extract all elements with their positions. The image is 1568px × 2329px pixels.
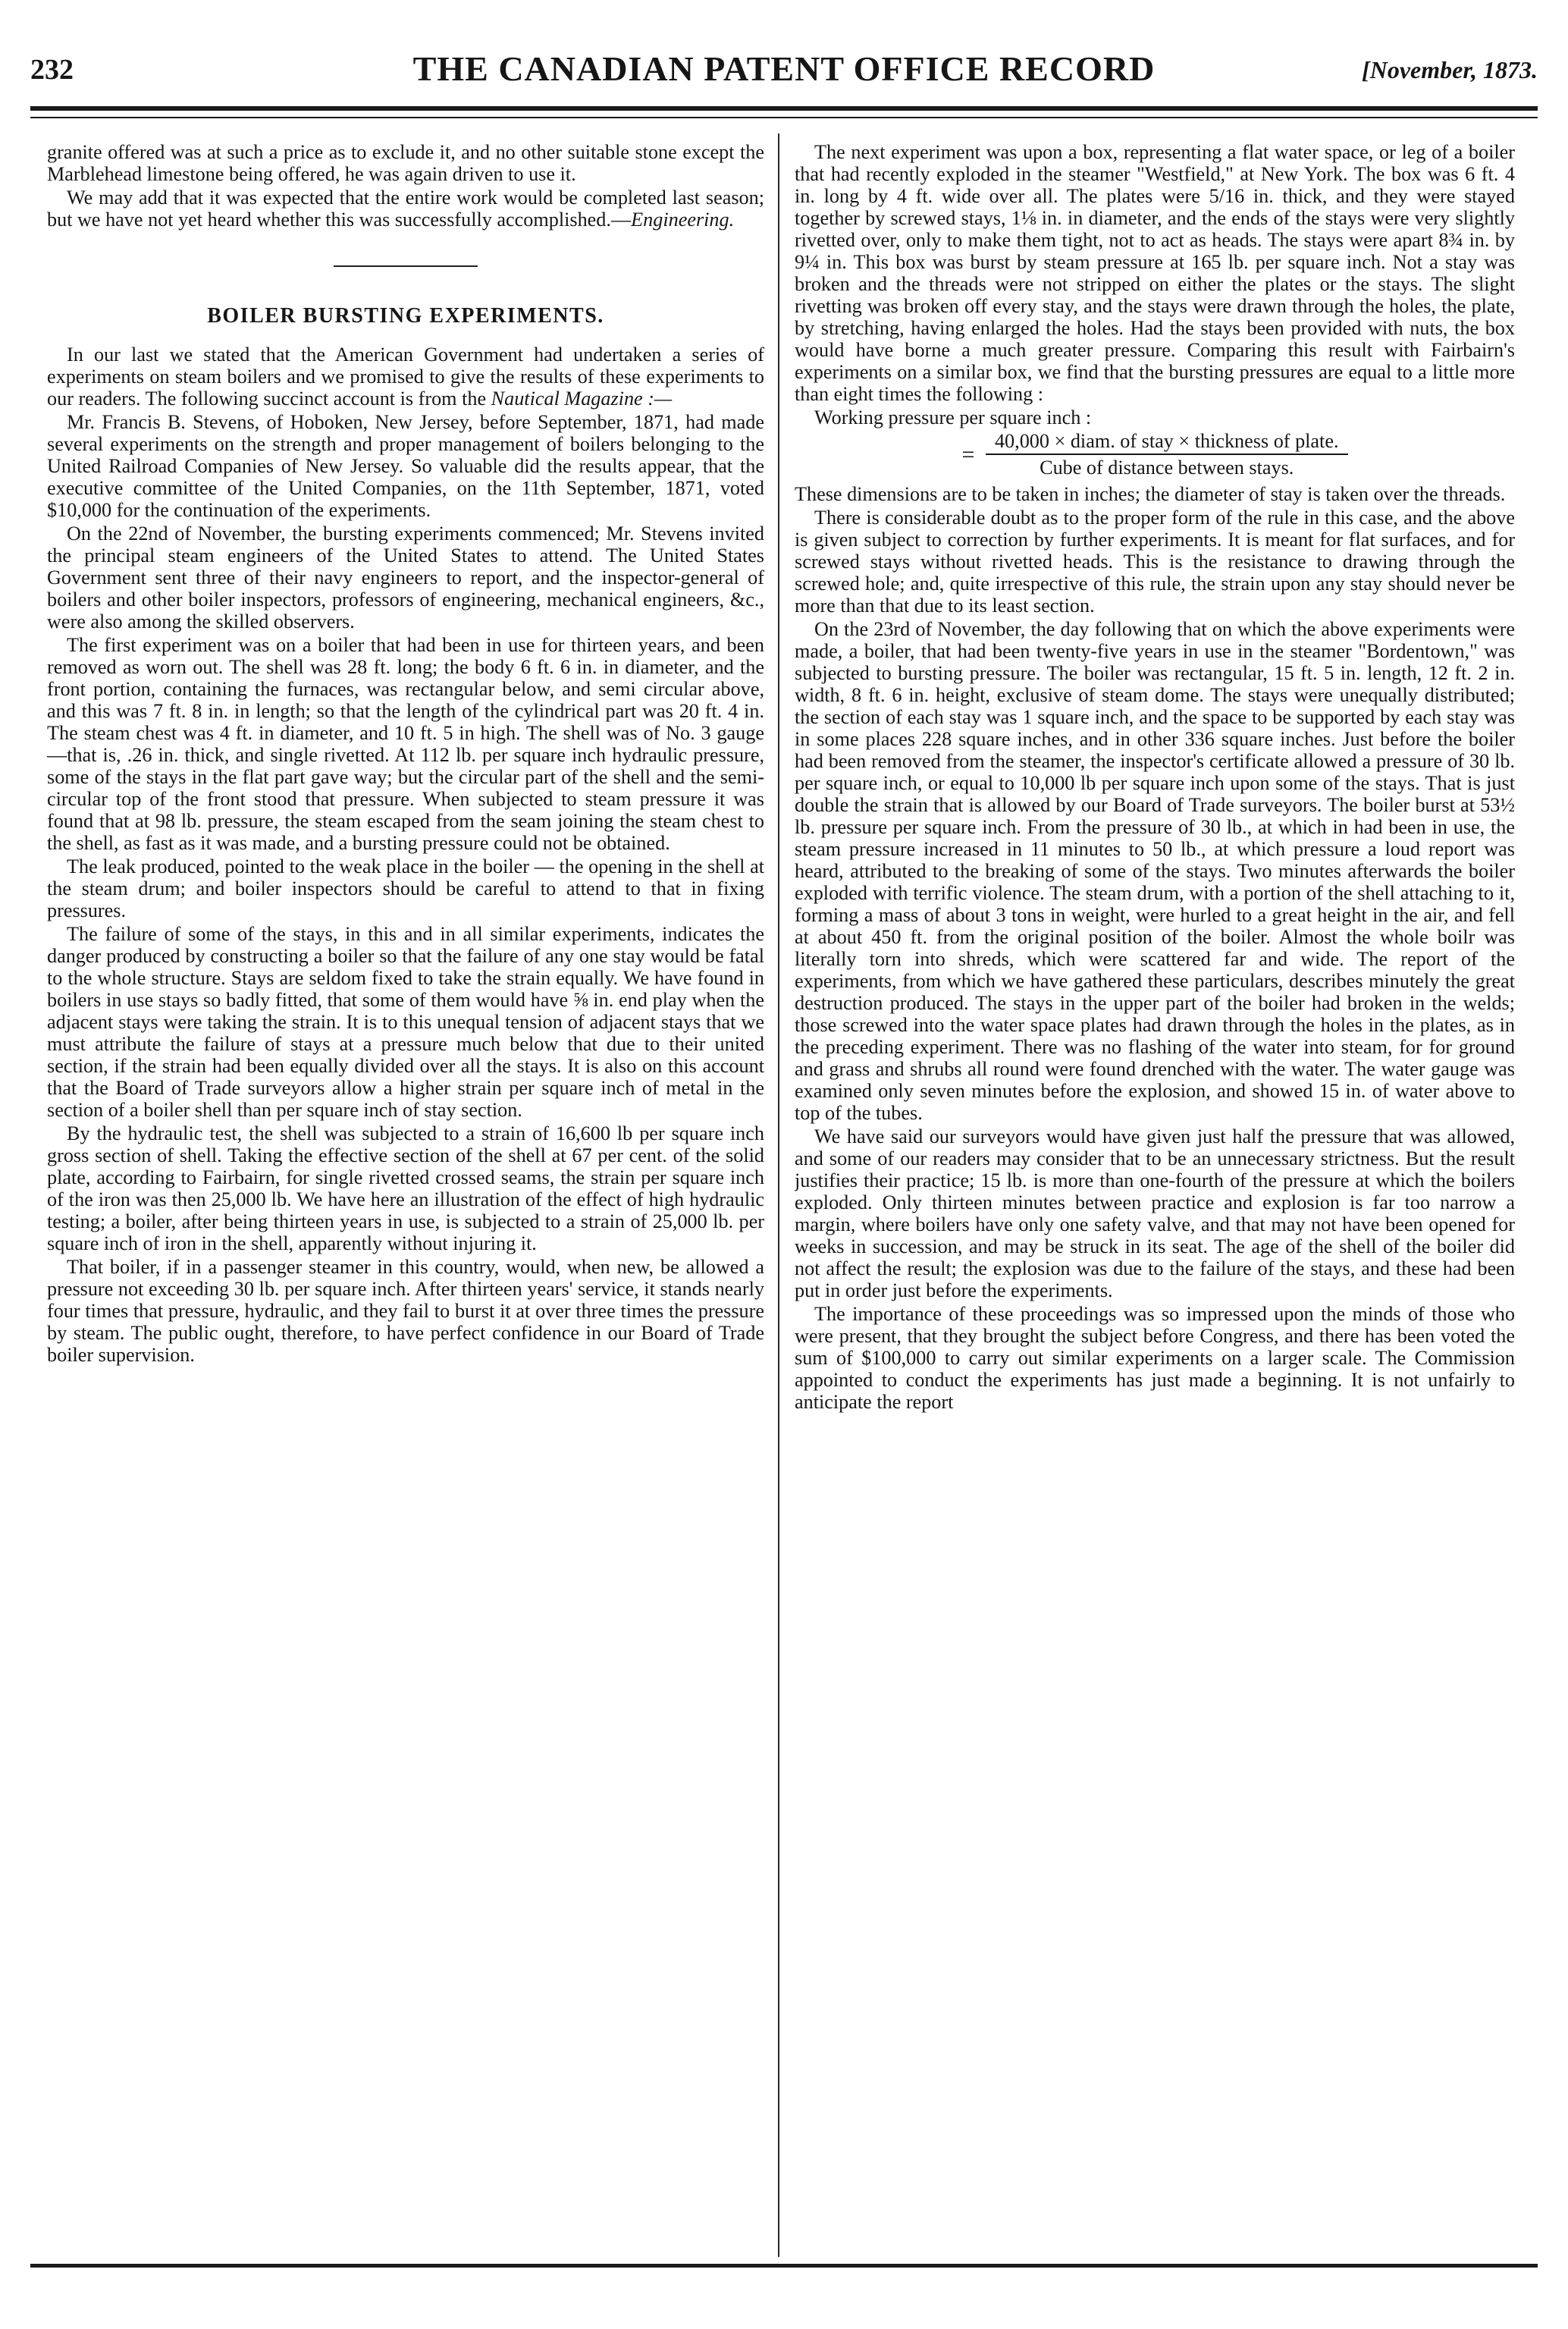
article-paragraph: Mr. Francis B. Stevens, of Hoboken, New Jersey, before September, 1871, had made several experiments on the strength and proper management of boilers belonging to the United Railroad Companies of New Jersey. So valuable did the results appear, that the executive committee of the United Companies, on the 11th September, 1871, voted $10,000 for the continuation of the experiments. bbox=[47, 411, 764, 521]
article-paragraph: On the 22nd of November, the bursting experiments commenced; Mr. Stevens invited the principal steam engineers of the United States to attend. The United States Government sent three of their navy engineers to report, and the inspector-general of boilers and other boiler inspectors, professors of engineering, mechanical engineers, &c., were also among the skilled observers. bbox=[47, 523, 764, 632]
article-paragraph: That boiler, if in a passenger steamer in this country, would, when new, be allowed a pressure not exceeding 30 lb. per square inch. After thirteen years' service, it stands nearly four times that pressure, hydraulic, and they fail to burst it at over three times the pressure by steam. The public ought, therefore, to have perfect confidence in our Board of Trade boiler supervision. bbox=[47, 1256, 764, 1366]
article-paragraph: On the 23rd of November, the day following that on which the above experiments were made, a boiler, that had been twenty-five years in use in the steamer "Bordentown," was subjected to bursting pressure. The boiler was rectangular, 15 ft. 5 in. length, 12 ft. 2 in. width, 8 ft. 6 in. height, exclusive of steam dome. The stays were unequally distributed; the section of each stay was 1 square inch, and the space to be supported by each stay was in some places 228 square inches, and in other 336 square inches. Just before the boiler had been removed from the steamer, the inspector's certificate allowed a pressure of 30 lb. per square inch, or equal to 10,000 lb per square inch upon some of the stays. That is just double the strain that is allowed by our Board of Trade surveyors. The boiler burst at 53½ lb. pressure per square inch. From the pressure of 30 lb., at which in had been in use, the steam pressure increased in 11 minutes to 50 lb., at which pressure a loud report was heard, attributed to the breaking of some of the stays. Two minutes afterwards the boiler exploded with terrific violence. The steam drum, with a portion of the shell attaching to it, forming a mass of about 3 tons in weight, were hurled to a great height in the air, and fell at about 450 ft. from the original position of the boiler. Almost the whole boilr was literally torn into shreds, which were scattered far and wide. The report of the experiments, from which we have gathered these particulars, describes minutely the great destruction produced. The stays in the upper part of the boiler had broken in the welds; those screwed into the water space plates had drawn through the holes in the plates, as in the preceding experiment. There was no flashing of the water into steam, for for ground and grass and shrubs all round were found drenched with the water. The water gauge was examined only seven minutes before the explosion, and showed 15 in. of water above to top of the tubes. bbox=[795, 618, 1515, 1124]
intro-paragraph bbox=[47, 187, 764, 231]
journal-title: THE CANADIAN PATENT OFFICE RECORD bbox=[412, 49, 1156, 88]
article-paragraph: The importance of these proceedings was so impressed upon the minds of those who were present, that they brought the subject before Congress, and there has been voted the sum of $100,000 to carry out similar experiments on a larger scale. The Commission appointed to conduct the experiments has just made a beginning. It is not unfairly to anticipate the report bbox=[795, 1303, 1515, 1413]
article-lead bbox=[47, 344, 764, 410]
article-paragraph: The first experiment was on a boiler that had been in use for thirteen years, and been removed as worn out. The shell was 28 ft. long; the body 6 ft. 6 in. in diameter, and the front portion, containing the furnaces, was rectangular below, and semi circular above, and this was 7 ft. 8 in. in length; so that the length of the cylindrical part was 20 ft. 4 in. The steam chest was 4 ft. in diameter, and 10 ft. 5 in high. The shell was of No. 3 gauge—that is, .26 in. thick, and single rivetted. At 112 lb. per square inch hydraulic pressure, some of the stays in the flat part gave way; but the circular part of the shell and the semi-circular top of the front stood that pressure. When subjected to steam pressure it was found that at 98 lb. pressure, the steam escaped from the seam joining the steam chest to the shell, as fast as it was made, and a bursting pressure could not be obtained. bbox=[47, 634, 764, 854]
running-head bbox=[30, 49, 1538, 94]
article-paragraph: We have said our surveyors would have given just half the pressure that was allowed, and some of our readers may consider that to be an unnecessary strictness. But the result justifies their practice; 15 lb. is more than one-fourth of the pressure at which the boilers exploded. Only thirteen minutes between practice and explosion is far too narrow a margin, where boilers have only one safety valve, and that may not have been opened for weeks in succession, and may be struck in its seat. The age of the shell of the boiler did not affect the result; the explosion was due to the failure of the stays, and these had been put in order just before the experiments. bbox=[795, 1125, 1515, 1301]
issue-date: [November, 1873. bbox=[1362, 56, 1538, 83]
article-paragraph: The leak produced, pointed to the weak place in the boiler — the opening in the shell at the steam drum; and boiler inspectors should be careful to attend to that in fixing pressures. bbox=[47, 855, 764, 921]
article-paragraph: These dimensions are to be taken in inches; the diameter of stay is taken over the threads. bbox=[795, 483, 1506, 505]
section-heading: BOILER BURSTING EXPERIMENTS. bbox=[207, 304, 604, 328]
formula-numerator: 40,000 × diam. of stay × thickness of plate. bbox=[986, 430, 1348, 455]
article-source: Nautical Magazine :— bbox=[491, 388, 673, 410]
right-column bbox=[795, 141, 1515, 2257]
section-divider bbox=[334, 265, 478, 267]
formula-fraction bbox=[986, 430, 1348, 479]
article-lead-text: In our last we stated that the American Government had undertaken a series of experiments on steam boilers and we promised to give the results of these experiments to our readers. The following succinct account is from the bbox=[47, 344, 764, 410]
article-paragraph: The failure of some of the stays, in this and in all similar experiments, indicates the danger produced by constructing a boiler so that the failure of any one stay would be fatal to the whole structure. Stays are seldom fixed to take the strain equally. We have found in boilers in use stays so badly fitted, that some of them would have ⅝ in. end play when the adjacent stays were taking the strain. It is to this unequal tension of adjacent stays that we must attribute the failure of stays at a pressure much below that due to their united section, if the strain had been equally divided over all the stays. It is also on this account that the Board of Trade surveyors allow a higher strain per square inch of metal in the section of a boiler shell than per square inch of stay section. bbox=[47, 923, 764, 1121]
header-rule-thick bbox=[30, 106, 1538, 111]
formula-equals: = bbox=[961, 441, 975, 467]
article-paragraph: There is considerable doubt as to the proper form of the rule in this case, and the above is given subject to correction by further experiments. It is meant for flat surfaces, and for screwed stays without rivetted heads. This is the resistance to drawing through the screwed hole; and, quite irrespective of this rule, the strain upon any stay should never be more than that due to its least section. bbox=[795, 507, 1515, 617]
left-column bbox=[47, 141, 764, 2257]
footer-rule bbox=[30, 2264, 1538, 2268]
working-pressure-formula bbox=[795, 430, 1515, 479]
formula-intro: Working pressure per square inch : bbox=[814, 406, 1092, 428]
intro-source: Engineering. bbox=[631, 209, 735, 231]
article-paragraph: By the hydraulic test, the shell was subjected to a strain of 16,600 lb per square inch gross section of shell. Taking the effective section of the shell at 67 per cent. of the solid plate, according to Fairbairn, for single rivetted crossed seams, the strain per square inch of the iron was then 25,000 lb. We have here an illustration of the effect of high hydraulic testing; a boiler, after being thirteen years in use, is subjected to a strain of 25,000 lb. per square inch of iron in the shell, apparently without injuring it. bbox=[47, 1122, 764, 1254]
intro-paragraph: granite offered was at such a price as to exclude it, and no other suitable stone except the Marblehead limestone being offered, he was again driven to use it. bbox=[47, 141, 764, 185]
formula-denominator: Cube of distance between stays. bbox=[1040, 457, 1294, 479]
intro-paragraph-text: We may add that it was expected that the entire work would be completed last season; but we have not yet heard whether this was successfully accomplished.— bbox=[47, 187, 764, 231]
column-divider bbox=[778, 133, 779, 2257]
article-paragraph: The next experiment was upon a box, representing a flat water space, or leg of a boiler that had recently exploded in the steamer "Westfield," at New York. The box was 6 ft. 4 in. long by 4 ft. wide over all. The plates were 5/16 in. thick, and they were stayed together by screwed stays, 1⅛ in. in diameter, and the ends of the stays were very slightly rivetted over, only to make them tight, not to act as heads. The stays were apart 8¾ in. by 9¼ in. This box was burst by steam pressure at 165 lb. per square inch. Not a stay was broken and the threads were not stripped on either the plates or the stays. The slight rivetting was broken off every stay, and the stays were drawn through the holes, the plate, by stretching, having enlarged the holes. Had the stays been provided with nuts, the box would have borne a much greater pressure. Comparing this result with Fairbairn's experiments on a similar box, we find that the bursting pressures are equal to a little more than eight times the following : bbox=[795, 141, 1515, 405]
header-rule-thin bbox=[30, 117, 1538, 118]
page-number: 232 bbox=[30, 54, 74, 86]
